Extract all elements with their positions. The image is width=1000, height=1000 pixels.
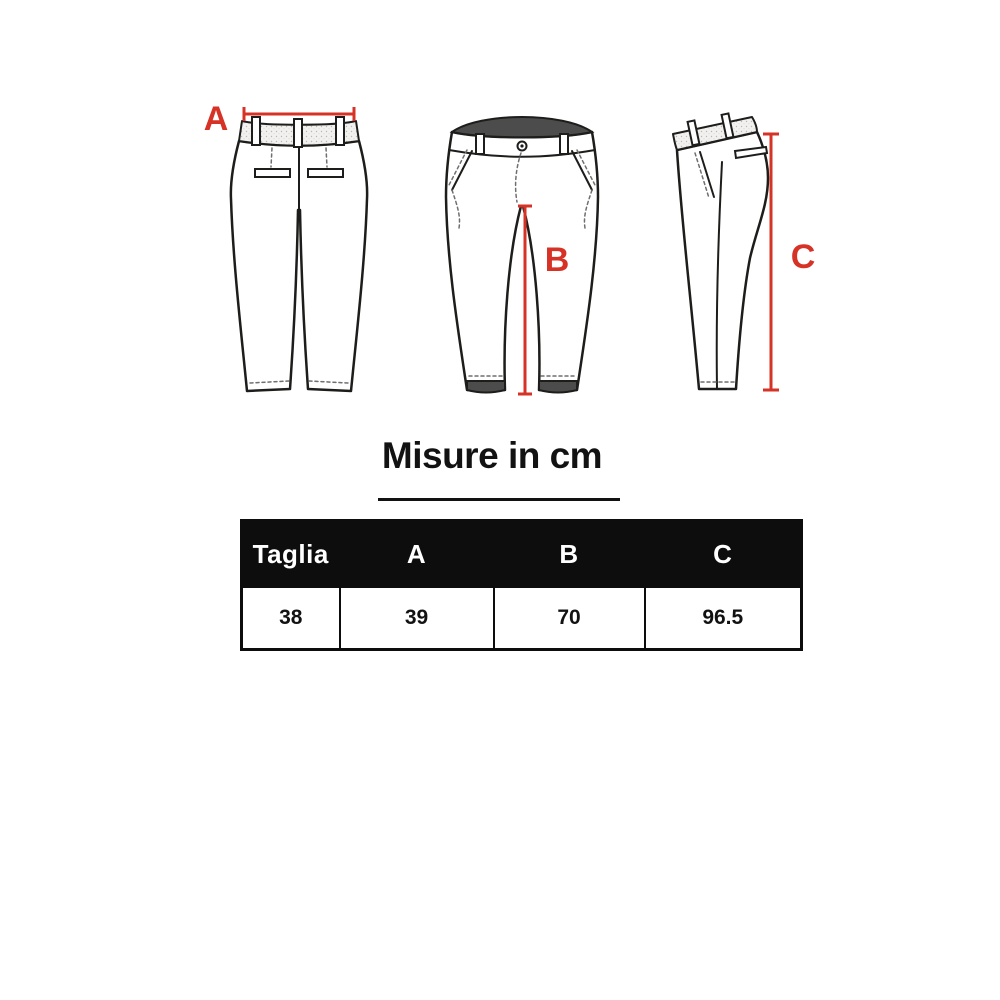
title-underline	[378, 498, 620, 501]
front-body	[446, 132, 598, 390]
side-view-drawing	[673, 113, 768, 389]
cell-measure-b: 70	[494, 587, 645, 650]
belt-loop	[560, 134, 568, 154]
belt-loop	[252, 117, 260, 145]
waist-button-hole	[520, 144, 523, 147]
pants-diagrams	[0, 0, 1000, 440]
belt-loop	[336, 117, 344, 145]
header-c: C	[645, 521, 802, 588]
cell-measure-c: 96.5	[645, 587, 802, 650]
header-taglia: Taglia	[242, 521, 340, 588]
front-hem-right	[539, 381, 577, 393]
belt-loop	[476, 134, 484, 154]
back-pocket-right	[308, 169, 343, 177]
cell-size: 38	[242, 587, 340, 650]
measure-label-b: B	[544, 241, 570, 279]
back-view-drawing	[231, 117, 367, 391]
front-view-drawing	[446, 117, 598, 393]
cell-measure-a: 39	[340, 587, 494, 650]
back-pocket-left	[255, 169, 290, 177]
measure-label-c: C	[790, 238, 816, 276]
belt-loop	[294, 119, 302, 147]
size-table-header-row	[242, 521, 802, 588]
size-table-data-row	[242, 587, 802, 650]
size-table	[240, 519, 803, 651]
measure-label-a: A	[203, 100, 229, 138]
header-b: B	[494, 521, 645, 588]
front-waistband-inner	[452, 117, 592, 137]
front-hem-left	[467, 381, 505, 393]
header-a: A	[340, 521, 494, 588]
section-title: Misure in cm	[381, 435, 603, 476]
